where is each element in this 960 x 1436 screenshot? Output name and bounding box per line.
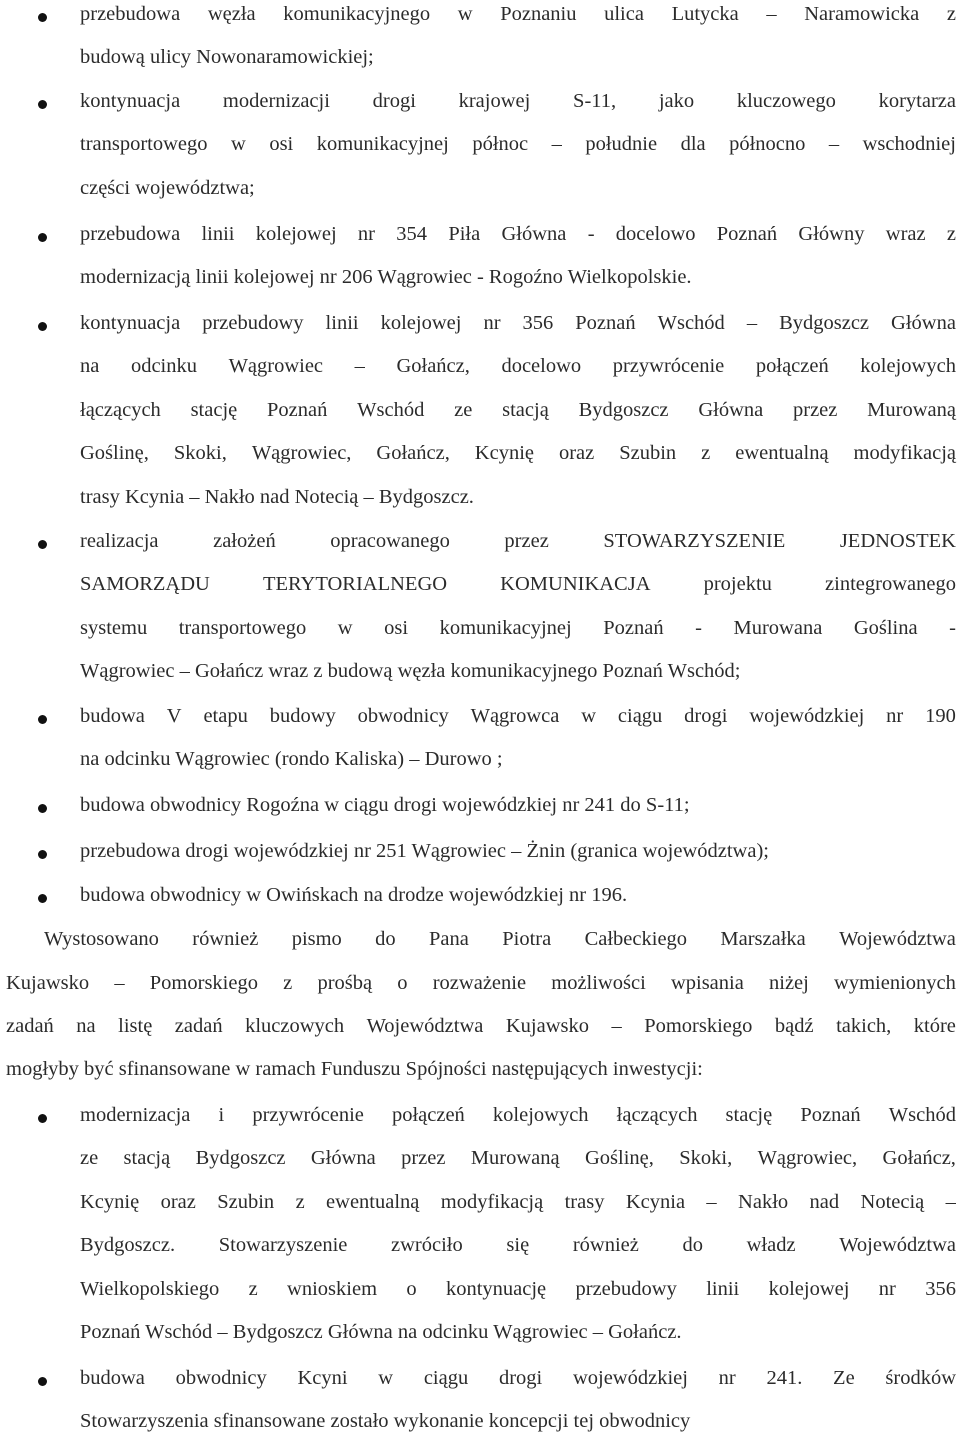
text-line: modernizacja i przywrócenie połączeń kolejowych łączących stację Poznań Wschód [80, 1104, 956, 1126]
bullet-icon [38, 1114, 47, 1123]
text-line: na odcinku Wągrowiec (rondo Kaliska) – Durowo ; [80, 748, 503, 770]
bullet-icon [38, 850, 47, 859]
text-line: na odcinku Wągrowiec – Gołańcz, docelowo przywrócenie połączeń kolejowych [80, 355, 956, 377]
text-line: Wystosowano również pismo do Pana Piotra Całbeckiego Marszałka Województwa [44, 928, 956, 950]
text-line: kontynuacja modernizacji drogi krajowej S-11, jako kluczowego korytarza [80, 90, 956, 112]
text-line: przebudowa węzła komunikacyjnego w Poznaniu ulica Lutycka – Naramowicka z [80, 3, 956, 25]
text-line: Wielkopolskiego z wnioskiem o kontynuację przebudowy linii kolejowej nr 356 [80, 1278, 956, 1300]
text-line: przebudowa linii kolejowej nr 354 Piła Główna - docelowo Poznań Główny wraz z [80, 223, 956, 245]
text-line: realizacja założeń opracowanego przez STOWARZYSZENIE JEDNOSTEK [80, 530, 956, 552]
text-line: modernizacją linii kolejowej nr 206 Wągrowiec - Rogoźno Wielkopolskie. [80, 266, 692, 288]
text-line: części województwa; [80, 177, 255, 199]
text-line: SAMORZĄDU TERYTORIALNEGO KOMUNIKACJA projektu zintegrowanego [80, 573, 956, 595]
text-line: transportowego w osi komunikacyjnej północ – południe dla północno – wschodniej [80, 133, 956, 155]
text-line: przebudowa drogi wojewódzkiej nr 251 Wągrowiec – Żnin (granica województwa); [80, 840, 769, 862]
bullet-icon [38, 322, 47, 331]
bullet-icon [38, 894, 47, 903]
bullet-icon [38, 715, 47, 724]
text-line: budową ulicy Nowonaramowickiej; [80, 46, 374, 68]
bullet-icon [38, 1377, 47, 1386]
text-line: Kcynię oraz Szubin z ewentualną modyfikacją trasy Kcynia – Nakło nad Notecią – [80, 1191, 956, 1213]
bullet-icon [38, 233, 47, 242]
text-line: zadań na listę zadań kluczowych Województwa Kujawsko – Pomorskiego bądź takich, które [6, 1015, 956, 1037]
text-line: Stowarzyszenia sfinansowane zostało wykonanie koncepcji tej obwodnicy [80, 1410, 691, 1432]
text-line: kontynuacja przebudowy linii kolejowej nr 356 Poznań Wschód – Bydgoszcz Główna [80, 312, 956, 334]
bullet-icon [38, 13, 47, 22]
text-line: Goślinę, Skoki, Wągrowiec, Gołańcz, Kcynię oraz Szubin z ewentualną modyfikacją [80, 442, 956, 464]
text-line: systemu transportowego w osi komunikacyjnej Poznań - Murowana Goślina - [80, 617, 956, 639]
text-line: łączących stację Poznań Wschód ze stacją Bydgoszcz Główna przez Murowaną [80, 399, 956, 421]
text-line: budowa obwodnicy Kcyni w ciągu drogi wojewódzkiej nr 241. Ze środków [80, 1367, 956, 1389]
text-line: budowa obwodnicy w Owińskach na drodze wojewódzkiej nr 196. [80, 884, 628, 906]
text-line: mogłyby być sfinansowane w ramach Funduszu Spójności następujących inwestycji: [6, 1058, 703, 1080]
text-line: Poznań Wschód – Bydgoszcz Główna na odcinku Wągrowiec – Gołańcz. [80, 1321, 682, 1343]
text-line: ze stacją Bydgoszcz Główna przez Murowaną Goślinę, Skoki, Wągrowiec, Gołańcz, [80, 1147, 956, 1169]
bullet-icon [38, 540, 47, 549]
bullet-icon [38, 804, 47, 813]
text-line: budowa V etapu budowy obwodnicy Wągrowca w ciągu drogi wojewódzkiej nr 190 [80, 705, 956, 727]
text-line: Wągrowiec – Gołańcz wraz z budową węzła komunikacyjnego Poznań Wschód; [80, 660, 741, 682]
text-line: budowa obwodnicy Rogoźna w ciągu drogi wojewódzkiej nr 241 do S-11; [80, 794, 690, 816]
text-line: Kujawsko – Pomorskiego z prośbą o rozważenie możliwości wpisania niżej wymienionych [6, 972, 956, 994]
text-line: Bydgoszcz. Stowarzyszenie zwróciło się również do władz Województwa [80, 1234, 956, 1256]
bullet-icon [38, 100, 47, 109]
text-line: trasy Kcynia – Nakło nad Notecią – Bydgoszcz. [80, 486, 474, 508]
